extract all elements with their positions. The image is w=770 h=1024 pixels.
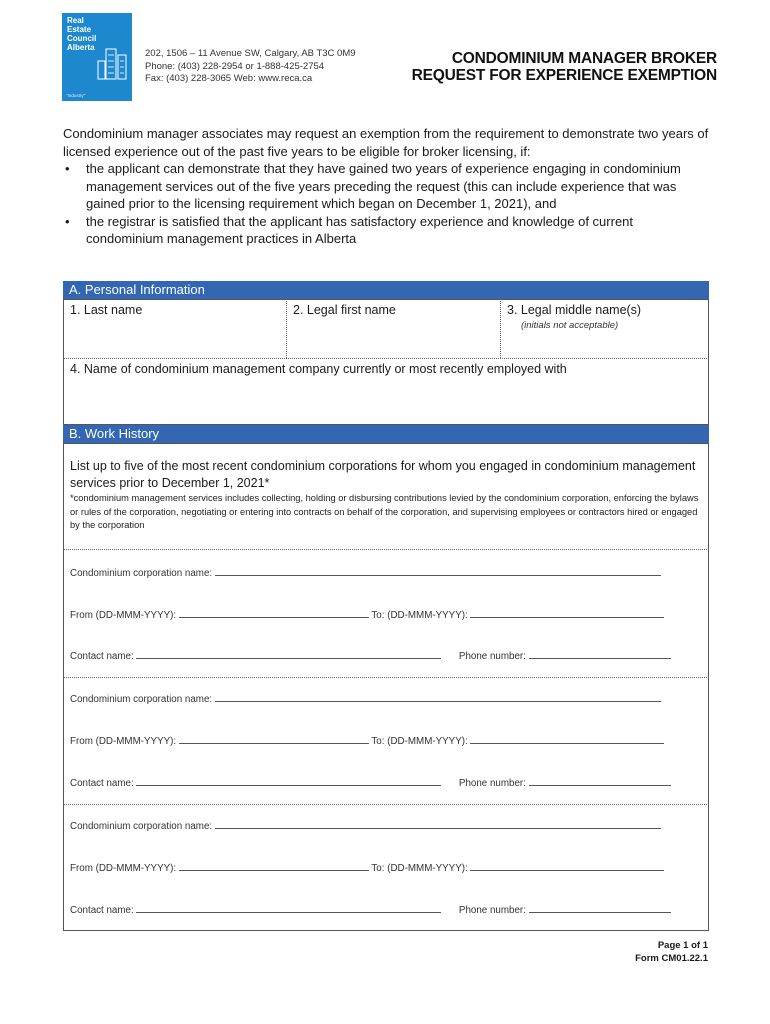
contact-name-label: Contact name: [70,905,134,916]
contact-name-input[interactable] [136,904,441,913]
work-history-instruction: List up to five of the most recent condominium corporations for whom you engaged in condominium management services prior to December 1, 2021* [70,459,696,490]
from-date-label: From (DD-MMM-YYYY): [70,863,177,874]
company-name-label: 4. Name of condominium management company currently or most recently employed with [70,362,567,376]
phone-number-input[interactable] [529,650,671,659]
date-range-row [70,862,700,874]
corporation-name-input[interactable] [215,693,661,702]
address-line: 202, 1506 – 11 Avenue SW, Calgary, AB T3C 0M9 [145,48,356,59]
intro-text [63,125,713,248]
company-name-field[interactable] [64,359,708,424]
title-line-1: CONDOMINIUM MANAGER BROKER [451,50,717,67]
page-footer [635,940,708,965]
corporation-name-label: Condominium corporation name: [70,568,213,579]
to-date-label: To: (DD-MMM-YYYY): [371,863,468,874]
corporation-name-row [70,820,700,832]
to-date-input[interactable] [470,609,664,618]
contact-row [70,650,700,662]
to-date-label: To: (DD-MMM-YYYY): [371,610,468,621]
divider [63,549,709,550]
divider [63,804,709,805]
reca-logo [62,13,132,101]
list-item [63,160,713,213]
corporation-name-input[interactable] [215,820,661,829]
from-date-input[interactable] [179,609,369,618]
section-b-heading: B. Work History [63,425,709,443]
criteria-text: the registrar is satisfied that the applicant has satisfactory experience and knowledge of current condominium management practices in Alberta [86,213,634,246]
corporation-name-row [70,693,700,705]
logo-name: Real Estate Council Alberta [67,16,97,52]
work-history-footnote: *condominium management services includes collecting, holding or disbursing contributions levied by the condominium corporation, enforcing the bylaws or rules of the corporation, negotiating or entering into contracts on behalf of the corporation, and supervising employees or contractors hired or engaged by the corporation [70,493,699,530]
form-number: Form CM01.22.1 [635,952,708,964]
middle-name-note: (initials not acceptable) [521,320,619,331]
corporation-name-label: Condominium corporation name: [70,821,213,832]
page-number: Page 1 of 1 [657,940,708,951]
first-name-field[interactable] [287,300,500,358]
phone-number-label: Phone number: [458,905,526,916]
divider [63,677,709,678]
last-name-field[interactable] [64,300,286,358]
corporation-name-label: Condominium corporation name: [70,694,213,705]
to-date-input[interactable] [470,862,664,871]
bullet-icon: • [65,161,70,176]
list-item [63,213,713,248]
contact-name-label: Contact name: [70,778,134,789]
intro-paragraph: Condominium manager associates may request an exemption from the requirement to demonstrate two years of licensed experience out of the past five years to be eligible for broker licensing, if: [63,126,709,159]
contact-name-input[interactable] [136,777,441,786]
date-range-row [70,609,700,621]
fax-web-line: Fax: (403) 228-3065 Web: www.reca.ca [145,73,313,84]
phone-number-label: Phone number: [458,651,526,662]
middle-name-field[interactable] [501,300,708,358]
phone-number-input[interactable] [529,904,671,913]
first-name-label: 2. Legal first name [293,303,396,317]
logo-tagline: "Industry" [66,93,86,98]
from-date-input[interactable] [179,735,369,744]
contact-row [70,777,700,789]
from-date-label: From (DD-MMM-YYYY): [70,736,177,747]
title-line-2: REQUEST FOR EXPERIENCE EXEMPTION [411,67,717,84]
to-date-label: To: (DD-MMM-YYYY): [371,736,468,747]
criteria-list [63,160,713,248]
date-range-row [70,735,700,747]
from-date-input[interactable] [179,862,369,871]
to-date-input[interactable] [470,735,664,744]
phone-line: Phone: (403) 228-2954 or 1-888-425-2754 [145,60,325,72]
phone-number-label: Phone number: [458,778,526,789]
middle-name-label: 3. Legal middle name(s) [507,303,642,317]
from-date-label: From (DD-MMM-YYYY): [70,610,177,621]
corporation-name-row [70,567,700,579]
page-title [412,50,717,84]
phone-number-input[interactable] [529,777,671,786]
section-a-heading: A. Personal Information [63,281,709,299]
bullet-icon: • [65,213,70,229]
last-name-label: 1. Last name [70,303,143,317]
contact-row [70,904,700,916]
contact-name-label: Contact name: [70,651,134,662]
criteria-text: the applicant can demonstrate that they have gained two years of experience engaging in condominium management services out of the five years preceding the request (this can include experience that was gained prior to the licensing requirement which began on December 1, 2021), and [86,161,681,211]
corporation-name-input[interactable] [215,567,661,576]
contact-address [145,48,356,86]
contact-name-input[interactable] [136,650,441,659]
work-history-instructions [70,458,706,533]
